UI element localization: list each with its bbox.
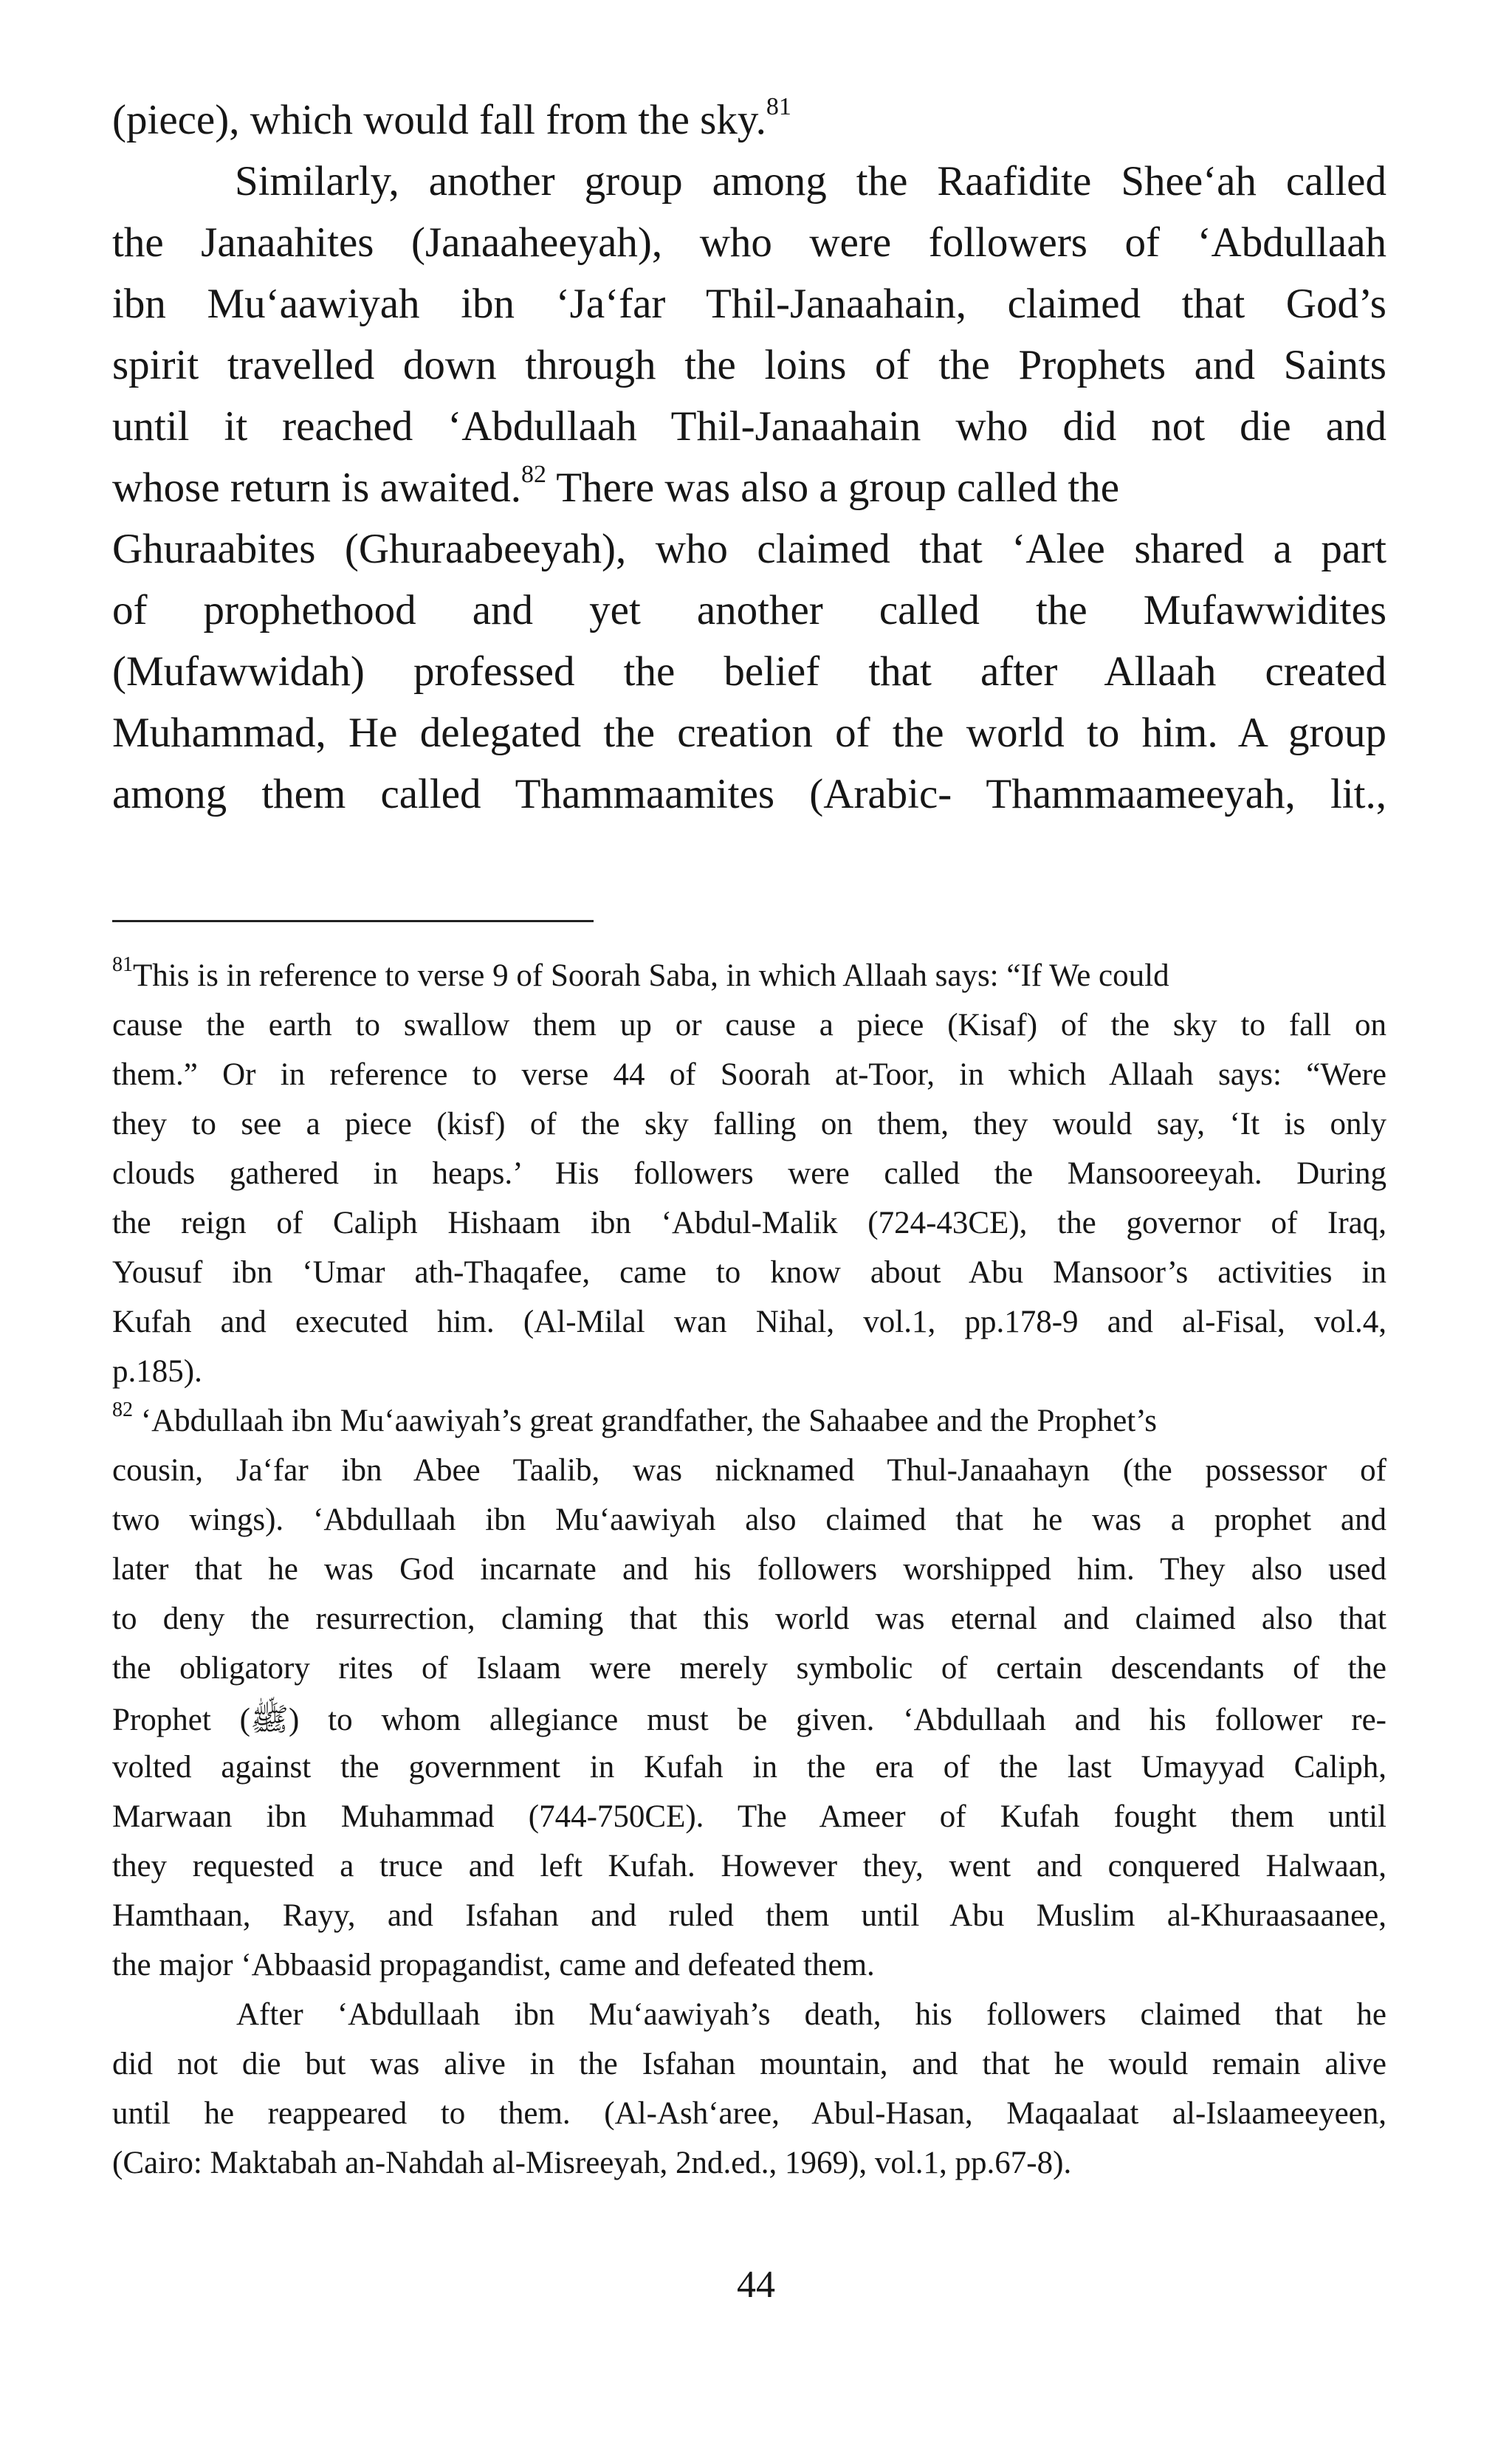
main-line-12 bbox=[112, 770, 1386, 818]
fn-line-17: volted against the government in Kufah in the era of the last Umayyad Caliph, bbox=[112, 1750, 1386, 1785]
fn-line-19: they requested a truce and left Kufah. However they, went and conquered Halwaan, bbox=[112, 1849, 1386, 1884]
footnote-ref-81: 81 bbox=[766, 93, 791, 120]
footnote-81-line-8 bbox=[112, 1304, 1386, 1340]
main-line-4 bbox=[112, 280, 1386, 328]
fn-line-18: Marwaan ibn Muhammad (744-750CE). The Ameer of Kufah fought them until bbox=[112, 1799, 1386, 1834]
page-number: 44 bbox=[737, 2264, 775, 2306]
fn-line-5: clouds gathered in heaps.’ His followers were called the Mansooreeyah. During bbox=[112, 1156, 1386, 1191]
footnote-81-marker: 81 bbox=[112, 953, 133, 976]
footnote-82-line-5 bbox=[112, 1601, 1386, 1637]
footnote-ref-82: 82 bbox=[521, 461, 546, 488]
main-line-9-text: of prophethood and yet another called the Mufawwidites bbox=[112, 587, 1386, 634]
main-line-11-text: Muhammad, He delegated the creation of the world to him. A group bbox=[112, 710, 1386, 756]
main-line-10 bbox=[112, 648, 1386, 696]
footnote-82-line-9 bbox=[112, 1799, 1386, 1835]
footnote-81-line-9 bbox=[112, 1353, 202, 1390]
footnote-81-line-2 bbox=[112, 1007, 1386, 1043]
footnote-82-line-10 bbox=[112, 1848, 1386, 1884]
fn-line-12: two wings). ‘Abdullaah ibn Mu‘aawiyah also claimed that he was a prophet and bbox=[112, 1503, 1386, 1537]
main-line-6-text: until it reached ‘Abdullaah Thil-Janaahain who did not die and bbox=[112, 403, 1386, 450]
main-line-8 bbox=[112, 525, 1386, 573]
footnote-82-line-3 bbox=[112, 1502, 1386, 1538]
footnote-81-line-3 bbox=[112, 1057, 1386, 1093]
main-line-12-text: among them called Thammaamites (Arabic- Thammaameeyah, lit., bbox=[112, 771, 1386, 817]
main-line-3-text: the Janaahites (Janaaheeyah), who were followers of ‘Abdullaah bbox=[112, 219, 1386, 266]
footnote-82-line-2 bbox=[112, 1452, 1386, 1489]
footnote-81-line-5 bbox=[112, 1156, 1386, 1192]
footnote-divider bbox=[112, 920, 594, 922]
fn-line-6: the reign of Caliph Hishaam ibn ‘Abdul-Malik (724-43CE), the governor of Iraq, bbox=[112, 1206, 1386, 1240]
fn-line-9: p.185). bbox=[112, 1354, 202, 1389]
fn-line-22: After ‘Abdullaah ibn Mu‘aawiyah’s death, his followers claimed that he bbox=[236, 1997, 1386, 2032]
main-line-1-text: (piece), which would fall from the sky. bbox=[112, 97, 766, 143]
footnote-81-line-1 bbox=[112, 953, 1386, 994]
footnote-82-line-7 bbox=[112, 1700, 1386, 1746]
main-line-7-text-a: whose return is awaited. bbox=[112, 464, 521, 511]
fn-line-7: Yousuf ibn ‘Umar ath-Thaqafee, came to know about Abu Mansoor’s activities in bbox=[112, 1255, 1386, 1290]
fn-line-25: (Cairo: Maktabah an-Nahdah al-Misreeyah, 2nd.ed., 1969), vol.1, pp.67-8). bbox=[112, 2146, 1072, 2180]
fn-line-4: they to see a piece (kisf) of the sky falling on them, they would say, ‘It is only bbox=[112, 1107, 1386, 1141]
footnote-82-line-12 bbox=[112, 1947, 875, 1983]
main-line-7 bbox=[112, 461, 1386, 512]
main-line-8-text: Ghuraabites (Ghuraabeeyah), who claimed that ‘Alee shared a part bbox=[112, 526, 1386, 572]
fn-line-15: the obligatory rites of Islaam were merely symbolic of certain descendants of the bbox=[112, 1651, 1386, 1686]
main-line-5 bbox=[112, 341, 1386, 389]
fn-line-11: cousin, Ja‘far ibn Abee Taalib, was nicknamed Thul-Janaahayn (the possessor of bbox=[112, 1453, 1386, 1488]
footnote-81-line-1-text: This is in reference to verse 9 of Soorah Saba, in which Allaah says: “If We could bbox=[133, 958, 1169, 993]
main-line-1 bbox=[112, 93, 791, 144]
main-line-2 bbox=[235, 157, 1386, 205]
main-line-6 bbox=[112, 402, 1386, 450]
fn-line-24: until he reappeared to them. (Al-Ash‘aree, Abul-Hasan, Maqaalaat al-Islaameeyeen, bbox=[112, 2096, 1386, 2131]
footnote-82-line-8 bbox=[112, 1749, 1386, 1785]
fn-line-2: cause the earth to swallow them up or cause a piece (Kisaf) of the sky to fall on bbox=[112, 1008, 1386, 1043]
footnote-82-line-4 bbox=[112, 1551, 1386, 1587]
main-line-11 bbox=[112, 709, 1386, 757]
fn-line-13: later that he was God incarnate and his followers worshipped him. They also used bbox=[112, 1552, 1386, 1587]
main-line-9 bbox=[112, 586, 1386, 634]
footnote-82-line-11 bbox=[112, 1898, 1386, 1934]
fn-line-21: the major ‘Abbaasid propagandist, came and defeated them. bbox=[112, 1948, 875, 1982]
main-line-3 bbox=[112, 219, 1386, 267]
fn-line-16: Prophet (ﷺ) to whom allegiance must be given. ‘Abdullaah and his follower re- bbox=[112, 1703, 1386, 1737]
main-line-5-text: spirit travelled down through the loins of the Prophets and Saints bbox=[112, 342, 1386, 388]
footnote-82-line-6 bbox=[112, 1650, 1386, 1686]
footnote-82-line-13 bbox=[236, 1996, 1386, 2033]
main-line-4-text: ibn Mu‘aawiyah ibn ‘Ja‘far Thil-Janaahain, claimed that God’s bbox=[112, 281, 1386, 327]
footnote-82-line-14 bbox=[112, 2046, 1386, 2082]
footnote-82-line-1 bbox=[112, 1398, 1386, 1439]
footnote-82-line-15 bbox=[112, 2095, 1386, 2132]
footnote-81-line-7 bbox=[112, 1254, 1386, 1291]
footnote-82-line-1-text: ‘Abdullaah ibn Mu‘aawiyah’s great grandfather, the Sahaabee and the Prophet’s bbox=[133, 1404, 1157, 1438]
fn-line-8: Kufah and executed him. (Al-Milal wan Nihal, vol.1, pp.178-9 and al-Fisal, vol.4, bbox=[112, 1305, 1386, 1339]
footnote-82-line-16 bbox=[112, 2145, 1071, 2181]
main-line-7-text-b: There was also a group called the bbox=[546, 464, 1120, 511]
fn-line-23: did not die but was alive in the Isfahan mountain, and that he would remain alive bbox=[112, 2047, 1386, 2081]
footnote-82-marker: 82 bbox=[112, 1398, 133, 1421]
main-line-10-text: (Mufawwidah) professed the belief that after Allaah created bbox=[112, 648, 1386, 695]
footnote-81-line-6 bbox=[112, 1205, 1386, 1241]
main-line-2-text: Similarly, another group among the Raafidite Shee‘ah called bbox=[235, 158, 1386, 205]
fn-line-14: to deny the resurrection, claming that this world was eternal and claimed also that bbox=[112, 1601, 1386, 1636]
footnote-81-line-4 bbox=[112, 1106, 1386, 1142]
fn-line-3: them.” Or in reference to verse 44 of Soorah at-Toor, in which Allaah says: “Were bbox=[112, 1057, 1386, 1092]
fn-line-20: Hamthaan, Rayy, and Isfahan and ruled them until Abu Muslim al-Khuraasaanee, bbox=[112, 1898, 1386, 1933]
